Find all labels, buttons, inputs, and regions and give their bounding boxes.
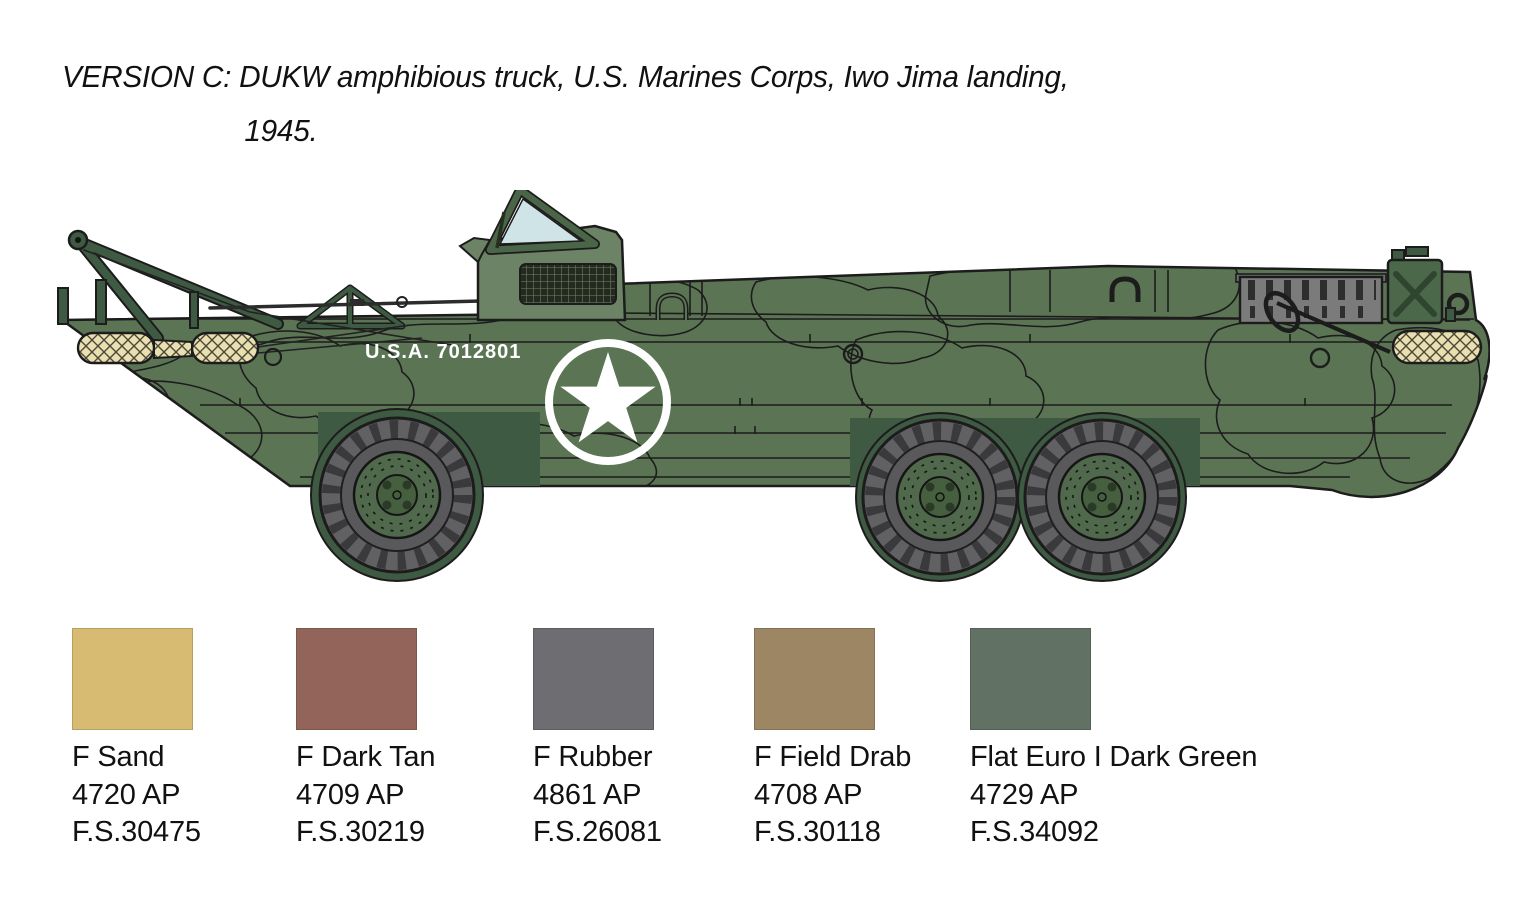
color-chip [296,628,417,730]
color-chip [533,628,654,730]
paint-name: F Sand [72,741,165,773]
paint-name: F Rubber [533,741,653,773]
rear-wheel-2 [1025,420,1179,574]
vehicle-illustration [50,190,1490,590]
stern-camo-net-roll [1393,331,1481,363]
paint-code: 4709 AP [296,778,405,811]
jerry-can [1388,247,1442,323]
paint-swatch-f-dark-tan [296,628,435,852]
paint-code: 4708 AP [754,778,863,811]
rear-wheel-1 [863,420,1017,574]
cab [460,190,625,320]
front-wheel [320,418,474,572]
version-title-line2: 1945. [244,113,318,148]
version-title-line1: VERSION C: DUKW amphibious truck, U.S. Marines Corps, Iwo Jima landing, [62,59,1069,94]
paint-fs-number: F.S.30118 [754,816,881,848]
version-title [62,50,1069,158]
paint-fs-number: F.S.34092 [970,816,1099,848]
dukw-side-view-drawing [50,190,1490,590]
paint-fs-number: F.S.26081 [533,816,662,848]
paint-code: 4861 AP [533,778,642,811]
paint-fs-number: F.S.30475 [72,816,201,848]
paint-code: 4729 AP [970,778,1079,811]
windshield [490,190,595,250]
color-chip [970,628,1091,730]
paint-fs-number: F.S.30219 [296,816,425,848]
paint-swatch-f-field-drab [754,628,911,852]
paint-name: F Dark Tan [296,741,436,773]
paint-swatch-f-rubber [533,628,662,852]
paint-code: 4720 AP [72,778,181,811]
paint-swatch-f-sand [72,628,201,852]
color-chip [754,628,875,730]
paint-name: Flat Euro I Dark Green [970,741,1258,773]
paint-swatch-flat-euro-dark-green [970,628,1257,852]
color-chip [72,628,193,730]
paint-name: F Field Drab [754,741,912,773]
serial-number-marking: U.S.A. 7012801 [365,341,522,363]
